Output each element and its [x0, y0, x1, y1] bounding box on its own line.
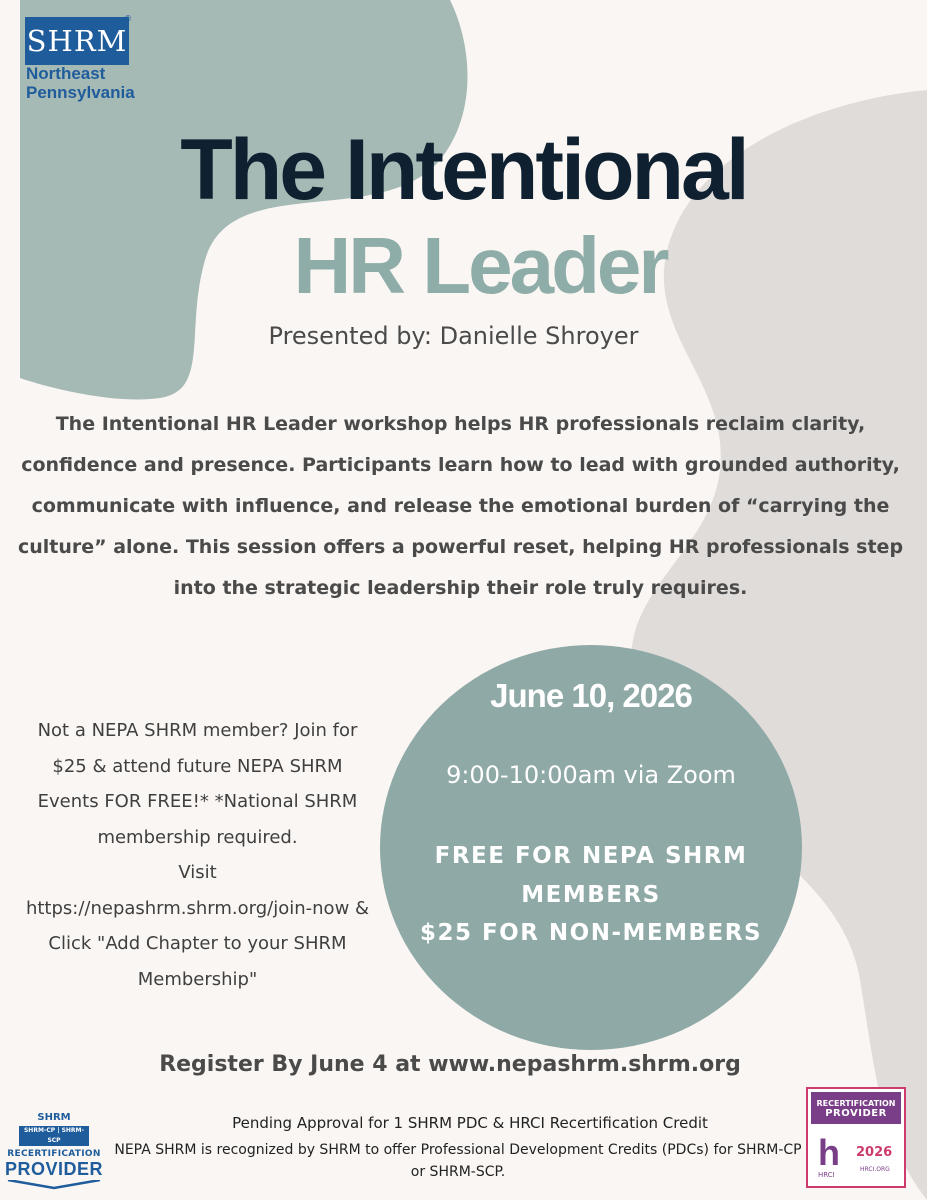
hrci-line-1: RECERTIFICATION [816, 1099, 896, 1108]
membership-info [20, 713, 375, 997]
title-line-2: HR Leader [293, 221, 667, 310]
hrci-logo-icon: h [818, 1132, 840, 1173]
chapter-name [26, 64, 135, 102]
shrm-logo-text: SHRM [26, 24, 128, 58]
hrci-recertification-badge [806, 1087, 906, 1188]
chapter-line-1: Northeast [26, 64, 106, 83]
pending-approval: Pending Approval for 1 SHRM PDC & HRCI Recertification Credit [232, 1114, 708, 1132]
membership-url[interactable]: https://nepashrm.shrm.org/join-now & Click "Add Chapter to your SHRM Membership" [25, 897, 370, 990]
event-details-circle [380, 645, 802, 1050]
hrci-banner [811, 1092, 901, 1124]
chapter-line-2: Pennsylvania [26, 83, 135, 102]
event-pricing [400, 837, 782, 953]
badge-org: SHRM [37, 1112, 71, 1123]
event-date: June 10, 2026 [490, 677, 692, 714]
hrci-logo-label: HRCI [818, 1171, 835, 1179]
chevron-icon [6, 1180, 102, 1190]
badge-certs: SHRM-CP | SHRM-SCP [19, 1126, 89, 1146]
visit-label: Visit [178, 862, 217, 883]
pdc-note: NEPA SHRM is recognized by SHRM to offer Professional Development Credits (PDCs) for SHRM-CP or SHRM-SCP. [114, 1142, 802, 1180]
presenter: Presented by: Danielle Shroyer [268, 322, 639, 350]
title-line-1: The Intentional [180, 122, 747, 218]
registered-mark: ® [124, 14, 132, 23]
hrci-site: HRCI.ORG [860, 1166, 890, 1173]
shrm-logo [25, 17, 129, 65]
hrci-line-2: PROVIDER [825, 1108, 887, 1119]
membership-text: Not a NEPA SHRM member? Join for $25 & attend future NEPA SHRM Events FOR FREE!* *National SHRM membership required. [37, 720, 358, 848]
hrci-year: 2026 [856, 1145, 893, 1160]
price-nonmembers: $25 FOR NON-MEMBERS [419, 920, 763, 946]
register-line[interactable]: Register By June 4 at www.nepashrm.shrm.org [159, 1052, 741, 1077]
price-members: FREE FOR NEPA SHRM MEMBERS [434, 843, 748, 908]
badge-line-1: RECERTIFICATION [7, 1149, 101, 1159]
badge-line-2: PROVIDER [4, 1159, 104, 1179]
shrm-recertification-badge [3, 1112, 105, 1192]
event-time: 9:00-10:00am via Zoom [446, 761, 736, 789]
description: The Intentional HR Leader workshop helps HR professionals reclaim clarity, confidence and presence. Participants learn how to lead with grounded authority, communicate with influence, and release the emotional burden of “carrying the culture” alone. This session offers a powerful reset, helping HR professionals step into the strategic leadership their role truly requires. [17, 413, 904, 599]
